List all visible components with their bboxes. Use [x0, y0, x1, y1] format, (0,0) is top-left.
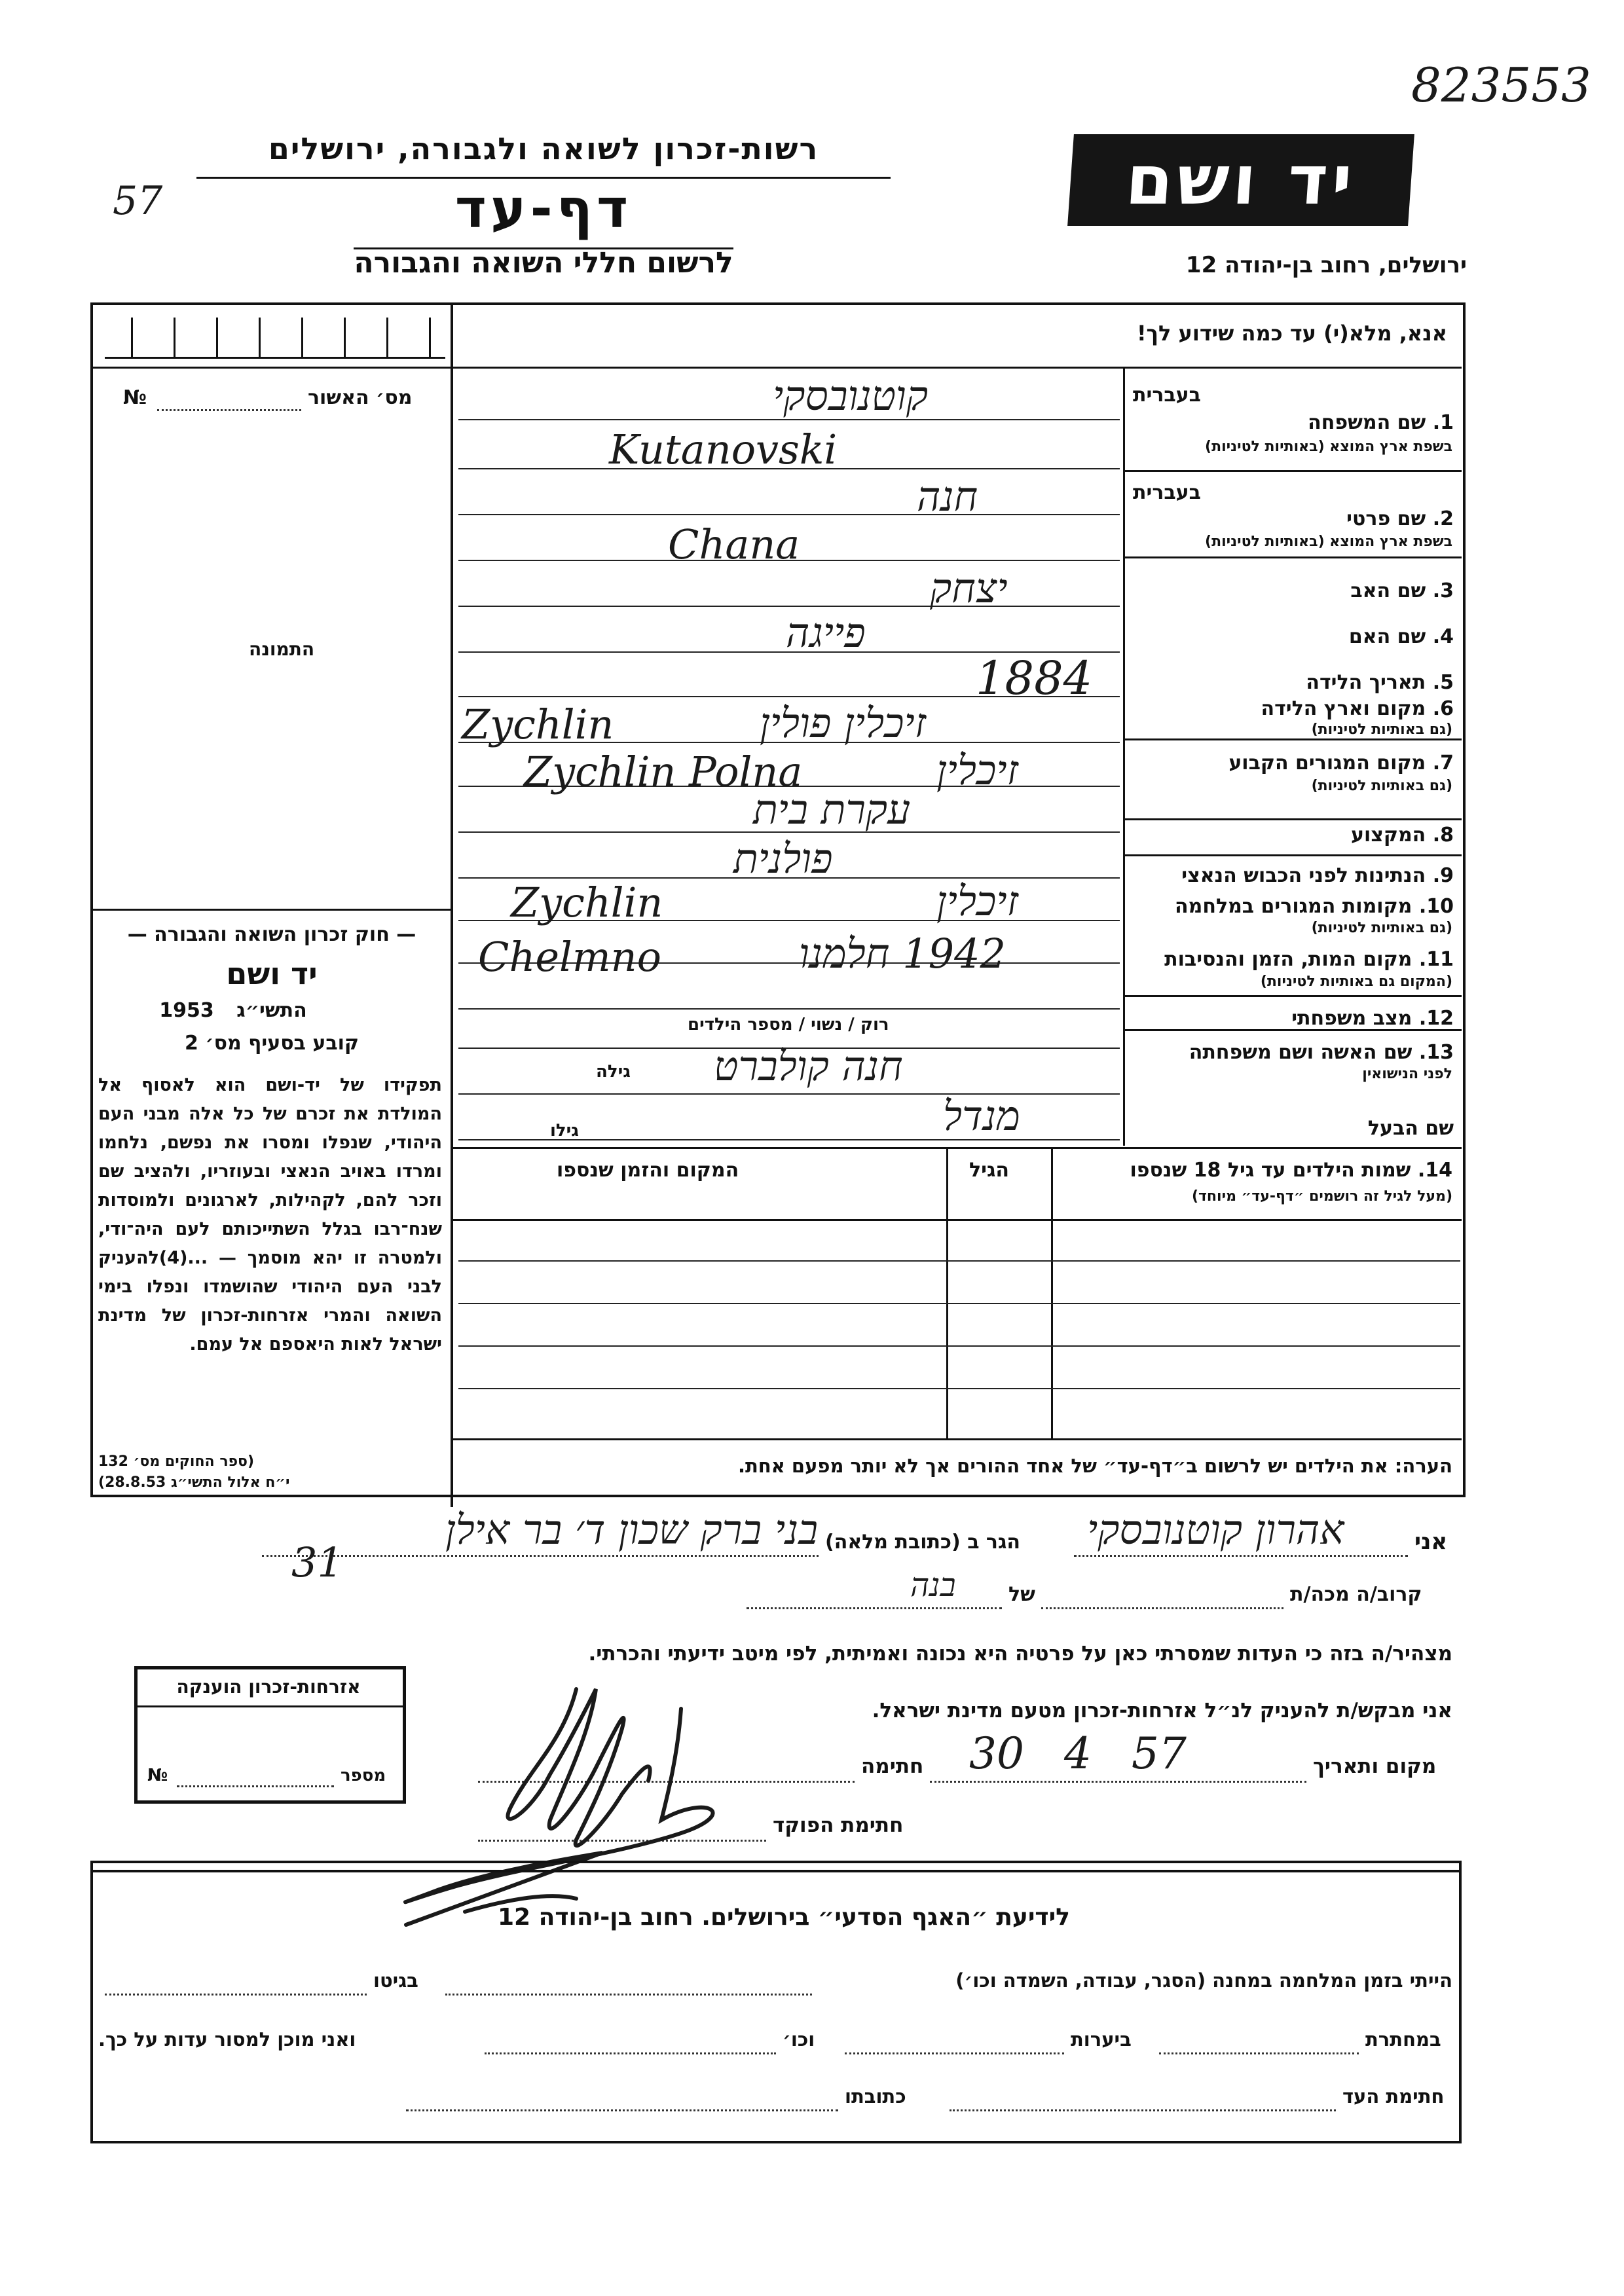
husband-label: שם הבעל: [1367, 1117, 1454, 1140]
side-panel-divider: [451, 302, 453, 1507]
note-text: הערה: את הילדים יש לרשום ב״דף-עד״ של אחד ההורים אך לא יותר מפעם אחת.: [737, 1455, 1452, 1477]
form-subtitle: לרשום חללי השואה והגבורה: [354, 246, 733, 280]
approval-field[interactable]: [157, 409, 301, 411]
declarant-i: אני: [1414, 1529, 1448, 1555]
citizenship-title: אזרחות-זכרון הוענקה: [176, 1676, 361, 1698]
field-5-label: 5. תאריך הלידה: [1306, 671, 1454, 694]
row-sep: [1123, 818, 1462, 820]
husband-name: מנדל: [943, 1092, 1020, 1140]
footer-camp-line[interactable]: [445, 1994, 812, 1995]
wartime-residence-latin: Zychlin: [511, 879, 663, 926]
children-col-divider-1: [1051, 1147, 1053, 1438]
law-ref-2: י״ח אלול התשי״ג 28.8.53): [98, 1474, 290, 1491]
answer-line: [458, 1093, 1120, 1095]
side-top-divider: [90, 367, 452, 369]
footer-etc-line[interactable]: [485, 2052, 776, 2054]
officer-signature-label: חתימת הפוקד: [773, 1813, 904, 1837]
field-4-label: 4. שם האם: [1348, 625, 1454, 648]
children-place-header: המקום והזמן שנספו: [557, 1159, 739, 1182]
children-row-line: [458, 1345, 1460, 1347]
footer-top-double-1: [90, 1861, 1460, 1863]
nationality: פולנית: [733, 835, 833, 883]
footer-underground-line[interactable]: [1159, 2052, 1359, 2054]
footer-left-edge: [90, 1861, 93, 2142]
field-13-label: 13. שם האשה ושם משפחתה: [1189, 1041, 1454, 1064]
citizenship-number-sign: №: [147, 1766, 168, 1785]
of-line: [747, 1607, 1002, 1609]
profession: עקרת בית: [753, 786, 911, 833]
death-place-latin: Chelmno: [478, 933, 661, 981]
field-2-lang: בעברית: [1133, 481, 1201, 504]
declarant-address-num: 31: [291, 1539, 343, 1586]
law-ref-1: (ספר החוקים מס׳ 132: [98, 1453, 255, 1470]
footer-address-line[interactable]: [406, 2109, 838, 2111]
field-7-sub: (גם באותיות לטיניות): [1311, 778, 1452, 794]
declarant-address: בני ברק שכון ד׳ בר אילן: [445, 1506, 819, 1554]
field-1-label: 1. שם המשפחה: [1308, 411, 1454, 434]
citizenship-number-label: מספר: [341, 1766, 386, 1785]
declarant-name: אהרון קוטנובסקי: [1087, 1506, 1344, 1554]
footer-ghetto-label: בגיטו: [373, 1969, 418, 1992]
field-6-label: 6. מקום וארץ הלידה: [1261, 697, 1454, 720]
answer-line: [458, 514, 1120, 515]
children-age-header: הגיל: [969, 1159, 1009, 1182]
family-status-options: רוק / נשוי / מספר הילדים: [688, 1015, 889, 1034]
birth-place-latin: Zychlin: [462, 701, 614, 748]
footer-address-label: כתובתו: [845, 2085, 906, 2107]
field-11-sub: (המקום גם באותיות לטיניות): [1260, 974, 1452, 990]
relation-value: בנה: [910, 1566, 956, 1604]
law-year: 1953: [159, 999, 214, 1022]
field-1-lang: בעברית: [1133, 384, 1201, 407]
footer-line1-start: הייתי בזמן המלחמה במחנה (הסגר, עבודה, השמדה וכו׳): [955, 1969, 1452, 1992]
birth-place-hebrew: זיכלין פולין: [760, 699, 927, 747]
mother-name: פייגה: [786, 609, 866, 657]
father-name: יצחק: [930, 564, 1008, 612]
surname-latin: Kutanovski: [609, 426, 838, 473]
of-label: של: [1008, 1583, 1035, 1606]
children-row-line: [458, 1260, 1460, 1262]
law-clause: קובע בסעיף מס׳ 2: [184, 1032, 360, 1055]
archive-number: 823553: [1411, 58, 1591, 113]
logo-text: יד ושם: [1123, 140, 1359, 220]
yad-vashem-logo: [1067, 134, 1414, 226]
declaration-date: 30 4 57: [969, 1728, 1187, 1779]
footer-forests-label: ביערות: [1071, 2028, 1132, 2050]
children-row-line: [458, 1388, 1460, 1389]
children-label: 14. שמות הילדים עד גיל 18 שנספו: [1130, 1159, 1452, 1182]
wartime-residence-hebrew: זיכלין: [936, 877, 1018, 925]
field-1-sub: בשפת ארץ המוצא (באותיות לטיניות): [1205, 439, 1452, 455]
row-sep: [1123, 854, 1462, 856]
instructions: אנא, מלא(י) עד כמה שידוע לך!: [1136, 321, 1447, 346]
row-sep: [1123, 470, 1462, 472]
law-text: תפקידו של יד-ושם הוא לאסוף אל המולדת את זכרם של כל אלה מבני העם היהודי, שנפלו ומסרו את נפשם, נלחמו ומרדו באויב הנאצי ובעוזריו, ולהציב שם וזכר להם, לקהילות, לארגונים ולמוסדות שנח־רבו בגלל השתייכותם לעם היה־ודי, ולמטרה זו יהא מוסמך — ...(4)להעניק לבני העם היהודי שהושמדו ונפלו בימי השואה והמרי אזרחות-זכרון של מדינת ישראל לאות היאספם אל עמם.: [98, 1075, 442, 1355]
instructions-divider: [452, 367, 1462, 369]
residence-latin: Zychlin Polna: [524, 748, 803, 795]
footer-testify-text: ואני מוכן למסור עדות על כך.: [98, 2028, 356, 2050]
footer-witness-signature-label: חתימת העד: [1342, 2085, 1445, 2107]
field-11-label: 11. מקום המות, הזמן והנסיבות: [1164, 948, 1454, 971]
footer-etc-label: וכו׳: [783, 2028, 815, 2050]
footer-heading: לידיעת ״האגף הסדעי״ בירושלים. רחוב בן-יהודה 12: [498, 1904, 1070, 1931]
lives-label: הגר ב (כתובת מלאה): [825, 1531, 1021, 1554]
field-10-label: 10. מקומות המגורים במלחמה: [1175, 895, 1454, 918]
photo-divider: [90, 909, 452, 911]
wife-age-label: גילה: [596, 1062, 631, 1082]
place-date-label: מקום ותאריך: [1313, 1755, 1437, 1778]
children-bottom: [452, 1438, 1462, 1440]
residence-hebrew: זיכלין: [936, 746, 1018, 794]
approval-label: מס׳ האשור: [308, 386, 413, 409]
relation-line: [1041, 1607, 1283, 1609]
law-title: — חוק זכרון השואה והגבורה —: [127, 923, 416, 946]
footer-witness-signature-line[interactable]: [950, 2109, 1336, 2111]
address: ירושלים, רחוב בן-יהודה 12: [1185, 252, 1467, 278]
form-title: דף-עד: [454, 178, 633, 240]
children-header-bottom: [452, 1219, 1462, 1221]
field-2-sub: בשפת ארץ המוצא (באותיות לטיניות): [1205, 534, 1452, 550]
answer-line: [458, 606, 1120, 607]
approval-no-sign: №: [123, 386, 147, 409]
children-col-divider-2: [946, 1147, 948, 1438]
field-6-sub: (גם באותיות לטיניות): [1311, 721, 1452, 738]
citizenship-number-field[interactable]: [177, 1785, 334, 1787]
declare-text: מצהיר/ה בזה כי העדות שמסרתי כאן על פרטיה היא נכונה ואמיתית, לפי מיטב ידיעתי והכרתי.: [588, 1642, 1452, 1666]
footer-bottom: [90, 2141, 1462, 2143]
field-9-label: 9. הנתינות לפני הכבוש הנאצי: [1181, 864, 1454, 887]
footer-forests-line[interactable]: [845, 2052, 1064, 2054]
death-place-hebrew: 1942 חלמנו: [799, 930, 1006, 977]
citizenship-box-divider: [134, 1705, 405, 1707]
row-sep: [1123, 556, 1462, 558]
footer-top-double-2: [90, 1870, 1460, 1872]
field-12-label: 12. מצב משפחתי: [1291, 1007, 1454, 1030]
authority-title: רשות-זכרון לשואה ולגבורה, ירושלים: [268, 131, 819, 166]
address-line: [262, 1555, 819, 1557]
place-date-line: [930, 1781, 1306, 1783]
answer-line: [458, 1008, 1120, 1010]
surname-hebrew: קוטנובסקי: [773, 372, 929, 420]
field-2-label: 2. שם פרטי: [1346, 507, 1454, 530]
firstname-latin: Chana: [668, 520, 800, 568]
field-8-label: 8. המקצוע: [1350, 824, 1454, 847]
footer-ghetto-line[interactable]: [105, 1994, 367, 1995]
children-top: [452, 1147, 1462, 1149]
wife-name: חנה קולברט: [714, 1042, 903, 1090]
row-sep: [1123, 738, 1462, 740]
field-13-sub: לפני הנישואין: [1362, 1066, 1452, 1082]
footer-underground-label: במחתרת: [1365, 2028, 1441, 2050]
approval-number-boxes: [105, 318, 445, 358]
firstname-hebrew: חנה: [917, 473, 978, 520]
children-row-line: [458, 1303, 1460, 1304]
margin-number: 57: [113, 178, 163, 224]
children-sub: (מעל לגיל זה רושמים ״דף-עד״ מיוחד): [1191, 1188, 1452, 1205]
relation-label: קרוב/ה מכה/ת: [1290, 1583, 1422, 1606]
birth-date: 1884: [976, 651, 1093, 705]
field-10-sub: (גם באותיות לטיניות): [1311, 920, 1452, 936]
row-sep: [1123, 995, 1462, 997]
footer-right-edge: [1459, 1861, 1462, 2142]
field-3-label: 3. שם האב: [1350, 579, 1454, 602]
law-logo: יד ושם: [226, 956, 318, 991]
signature-label: חתימה: [861, 1755, 924, 1778]
request-text: אני מבקש/ת להעניק לנ״ל אזרחות-זכרון מטעם מדינת ישראל.: [872, 1699, 1452, 1722]
field-7-label: 7. מקום המגורים הקבוע: [1228, 752, 1454, 774]
declarant-name-line: [1074, 1555, 1408, 1557]
photo-label: התמונה: [249, 638, 315, 660]
law-year-hebrew: התשי״ג: [236, 999, 307, 1022]
husband-age-label: גילו: [550, 1121, 579, 1140]
